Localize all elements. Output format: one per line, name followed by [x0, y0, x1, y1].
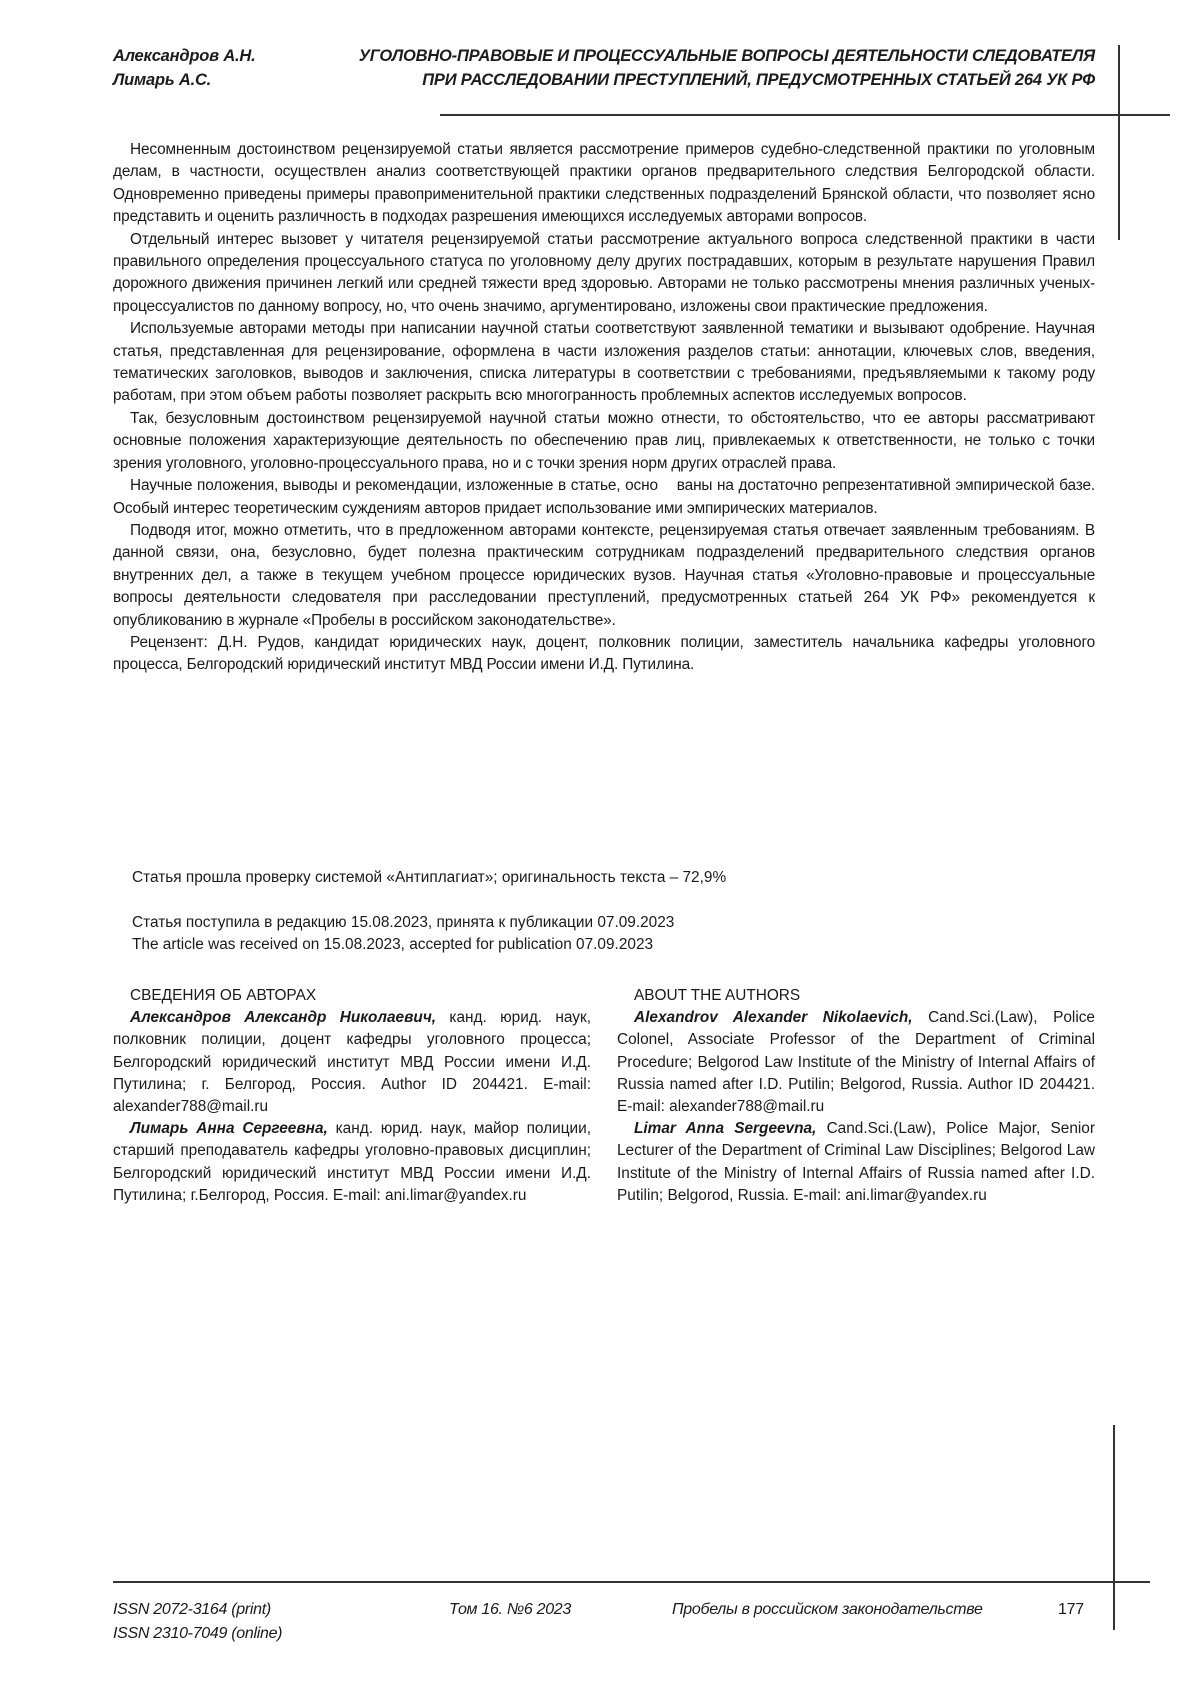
footer-rule	[113, 1581, 1150, 1583]
header-rule	[440, 114, 1170, 116]
footer-crop-mark	[1113, 1425, 1115, 1630]
footer-volume: Том 16. №6 2023	[449, 1601, 572, 1618]
author-details: канд. юрид. наук, полковник полиции, доцент кафедры уголовного процесса; Белгородский юридический институт МВД России имени И.Д. Путилина; г. Белгород, Россия. Author ID 204421. E-mail: alexander788@mail.ru	[113, 1009, 591, 1116]
issn-online: ISSN 2310-7049 (online)	[113, 1625, 283, 1642]
author-entry	[617, 1118, 1095, 1207]
page-number: 177	[1058, 1601, 1084, 1618]
authors-ru-heading: СВЕДЕНИЯ ОБ АВТОРАХ	[130, 987, 317, 1004]
received-note-ru: Статья поступила в редакцию 15.08.2023, принята к публикации 07.09.2023	[132, 914, 675, 931]
footer-issn	[113, 1598, 282, 1646]
header-crop-mark	[1118, 45, 1120, 240]
received-note-en: The article was received on 15.08.2023, accepted for publication 07.09.2023	[132, 936, 654, 953]
reviewer-paragraph: Рецензент: Д.Н. Рудов, кандидат юридических наук, доцент, полковник полиции, заместитель начальника кафедры уголовного процесса, Белгородский юридический институт МВД России имени И.Д. Путилина.	[113, 633, 1095, 674]
author-name: Александров Александр Николаевич,	[130, 1009, 437, 1027]
body-paragraph: Подводя итог, можно отметить, что в предложенном авторами контексте, рецензируемая статья отвечает заявленным требованиям. В данной связи, она, безусловно, будет полезна практическим сотрудникам подразделений предварительного следствия органов внутренних дел, а также в текущем учебном процессе юридических вузов. Научная статья «Уголовно-правовые и процессуальные вопросы деятельности следователя при расследовании преступлений, предусмотренных статьей 264 УК РФ» рекомендуется к опубликованию в журнале «Пробелы в российском законодательстве».	[113, 521, 1095, 629]
body-paragraph: Используемые авторами методы при написании научной статьи соответствуют заявленной тематики и вызывают одобрение. Научная статья, представленная для рецензирование, оформлена в части изложения разделов статьи: аннотации, ключевых слов, введения, тематических заголовков, выводов и заключения, списка литературы в соответствии с требованиями, предъявляемыми к такому роду работам, при этом объем работы позволяет раскрыть всю многогранность проблемных аспектов исследуемых вопросов.	[113, 320, 1095, 405]
body-paragraph: Научные положения, выводы и рекомендации, изложенные в статье, осно ваны на достаточно репрезентативной эмпирической базе. Особый интерес теоретическим суждениям авторов придает использование ими эмпирических материалов.	[113, 477, 1100, 517]
running-header	[113, 44, 1095, 92]
author-entry	[113, 1007, 591, 1118]
author-name: Лимарь Анна Сергеевна,	[130, 1120, 328, 1138]
body-paragraph: Несомненным достоинством рецензируемой статьи является рассмотрение примеров судебно-следственной практики по уголовным делам, в частности, осуществлен анализ соответствующей практики органов предварительного следствия Белгородской области. Одновременно приведены примеры правоприменительной практики следственных подразделений Брянской области, что позволяет ясно представить и оценить различность в подходах разрешения имеющихся исследуемых авторами вопросов.	[113, 141, 1095, 226]
authors-section	[113, 985, 1095, 1207]
author-details: Cand.Sci.(Law), Police Colonel, Associate Professor of the Department of Criminal Procedure; Belgorod Law Institute of the Ministry of Internal Affairs of Russia named after I.D. Putilin; Belgorod, Russia. Author ID 204421. E-mail: alexander788@mail.ru	[617, 1009, 1095, 1116]
author-entry	[617, 1007, 1095, 1118]
issn-print: ISSN 2072-3164 (print)	[113, 1601, 271, 1618]
header-title-line-2: ПРИ РАССЛЕДОВАНИИ ПРЕСТУПЛЕНИЙ, ПРЕДУСМОТРЕННЫХ СТАТЬЕЙ 264 УК РФ	[422, 71, 1095, 89]
author-details: Cand.Sci.(Law), Police Major, Senior Lecturer of the Department of Criminal Law Disciplines; Belgorod Law Institute of the Ministry of Internal Affairs of Russia named after I.D. Putilin; Belgorod, Russia. E-mail: ani.limar@yandex.ru	[617, 1120, 1095, 1204]
review-body	[113, 139, 1100, 677]
header-author-2: Лимарь А.С.	[113, 71, 212, 89]
body-paragraph: Отдельный интерес вызовет у читателя рецензируемой статьи рассмотрение актуального вопроса следственной практики в части правильного определения процессуального статуса по уголовному делу других пострадавших, которым в результате нарушения Правил дорожного движения причинен легкий или средней тяжести вред здоровью. Авторами не только рассмотрены мнения различных ученых-процессуалистов по данному вопросу, но, что очень значимо, аргументировано, изложены свои практические предложения.	[113, 230, 1095, 315]
author-name: Limar Anna Sergeevna,	[634, 1120, 817, 1138]
footer-journal-title: Пробелы в российском законодательстве	[672, 1601, 983, 1618]
authors-en-heading: ABOUT THE AUTHORS	[634, 987, 801, 1004]
antiplagiat-note: Статья прошла проверку системой «Антиплагиат»; оригинальность текста – 72,9%	[132, 869, 727, 886]
body-paragraph: Так, безусловным достоинством рецензируемой научной статьи можно отнести, то обстоятельство, что ее авторы рассматривают основные положения характеризующие деятельность по обеспечению прав лиц, привлекаемых к ответственности, не только с точки зрения уголовного, уголовно-процессуального права, но и с точки зрения норм других отраслей права.	[113, 409, 1095, 472]
header-title-line-1: УГОЛОВНО-ПРАВОВЫЕ И ПРОЦЕССУАЛЬНЫЕ ВОПРОСЫ ДЕЯТЕЛЬНОСТИ СЛЕДОВАТЕЛЯ	[358, 47, 1095, 65]
header-author-1: Александров А.Н.	[113, 47, 256, 65]
authors-ru-column	[113, 985, 591, 1207]
author-details: канд. юрид. наук, майор полиции, старший преподаватель кафедры уголовно-правовых дисциплин; Белгородский юридический институт МВД России имени И.Д. Путилина; г.Белгород, Россия. E-mail: ani.limar@yandex.ru	[113, 1120, 591, 1204]
author-name: Alexandrov Alexander Nikolaevich,	[634, 1009, 913, 1027]
author-entry	[113, 1118, 591, 1207]
authors-en-column	[617, 985, 1095, 1207]
